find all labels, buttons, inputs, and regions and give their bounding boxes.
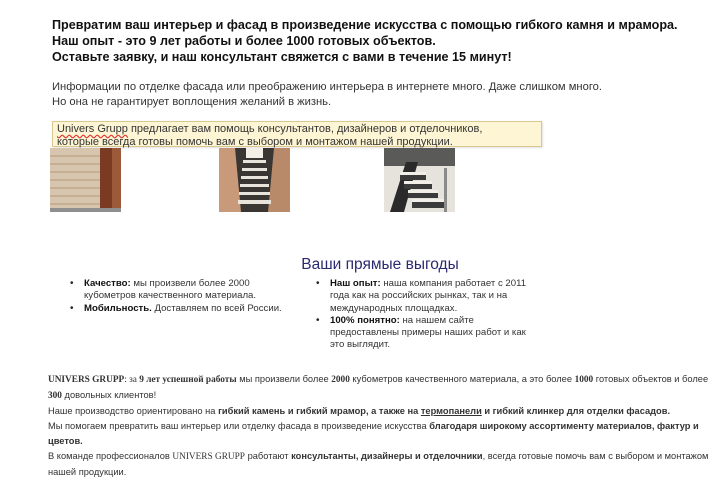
highlight-text-b: которые всегда готовы помочь вам с выбором и монтажом нашей продукции. <box>57 135 453 148</box>
benefit-label: Наш опыт: <box>330 278 381 289</box>
info-line-2: Но она не гарантирует воплощения желаний в жизнь. <box>52 96 332 108</box>
benefit-label: Мобильность. <box>84 302 152 314</box>
description-paragraph-4: В команде профессионалов UNIVERS GRUPP работают консультанты, дизайнеры и отделочники, всегда готовые помочь вам с выбором и монтажом нашей продукции. <box>48 451 709 477</box>
benefit-label: 100% понятно: <box>330 314 400 326</box>
intro-call-to-action: Оставьте заявку, и наш консультант свяжется с вами в течение 15 минут! <box>52 50 512 64</box>
marble-stairs-photo <box>384 148 455 212</box>
intro-experience: Наш опыт - это 9 лет работы и более 1000 готовых объектов. <box>52 34 436 48</box>
brand-name: UNIVERS GRUPP <box>48 375 125 385</box>
benefit-item-quality: • Качество: мы произвели более 2000 кубометров качественного материала. <box>70 278 257 302</box>
benefits-right-column <box>314 278 534 352</box>
staircase-photo <box>219 148 290 212</box>
facade-photo <box>50 148 121 212</box>
info-paragraph <box>52 80 692 110</box>
benefit-text: Доставляем по всей России. <box>151 302 282 314</box>
description-paragraph-2: Наше производство ориентировано на гибкий камень и гибкий мрамор, а также на термопанели и гибкий клинкер для отделки фасадов. <box>48 406 671 416</box>
intro-headline: Превратим ваш интерьер и фасад в произведение искусства с помощью гибкого камня и мрамора. <box>52 18 678 32</box>
highlight-box <box>52 121 542 147</box>
highlight-text-a: предлагает вам помощь консультантов, дизайнеров и отделочников, <box>127 123 483 135</box>
benefits-title: Ваши прямые выгоды <box>301 256 459 273</box>
intro-block <box>52 17 712 65</box>
benefit-text: на нашем сайте предоставлены примеры наших работ и как это выглядит. <box>330 314 526 351</box>
benefit-item-clarity: • 100% понятно: на нашем сайте предоставлены примеры наших работ и как это выглядит. <box>316 314 526 351</box>
highlight-brand: Univers Grupp <box>57 123 128 135</box>
benefit-item-experience: • Наш опыт: наша компания работает с 2011 года как на российских рынках, так и на международных площадках. <box>316 278 527 314</box>
brand-name: UNIVERS GRUPP <box>172 452 245 462</box>
benefits-left-column <box>68 278 288 315</box>
description-paragraph-3: Мы помогаем превратить ваш интерьер или отделку фасада в произведение искусства благодаря широкому ассортименту материалов, фактур и цветов. <box>48 421 699 446</box>
benefit-label: Качество: <box>84 278 131 289</box>
benefit-item-mobility: • Мобильность. Доставляем по всей России. <box>70 302 282 314</box>
benefit-text: мы произвели более 2000 кубометров качественного материала. <box>84 278 257 302</box>
company-description <box>48 372 720 480</box>
info-line-1: Информации по отделке фасада или преображению интерьера в интернете много. Даже слишком много. <box>52 81 602 93</box>
benefit-text: наша компания работает с 2011 года как на российских рынках, так и на международных площадках. <box>330 278 527 314</box>
description-paragraph-1: UNIVERS GRUPP: за 9 лет успешной работы мы произвели более 2000 кубометров качественного материала, а это более 1000 готовых объектов и более 300 довольных клиентов! <box>48 374 709 401</box>
